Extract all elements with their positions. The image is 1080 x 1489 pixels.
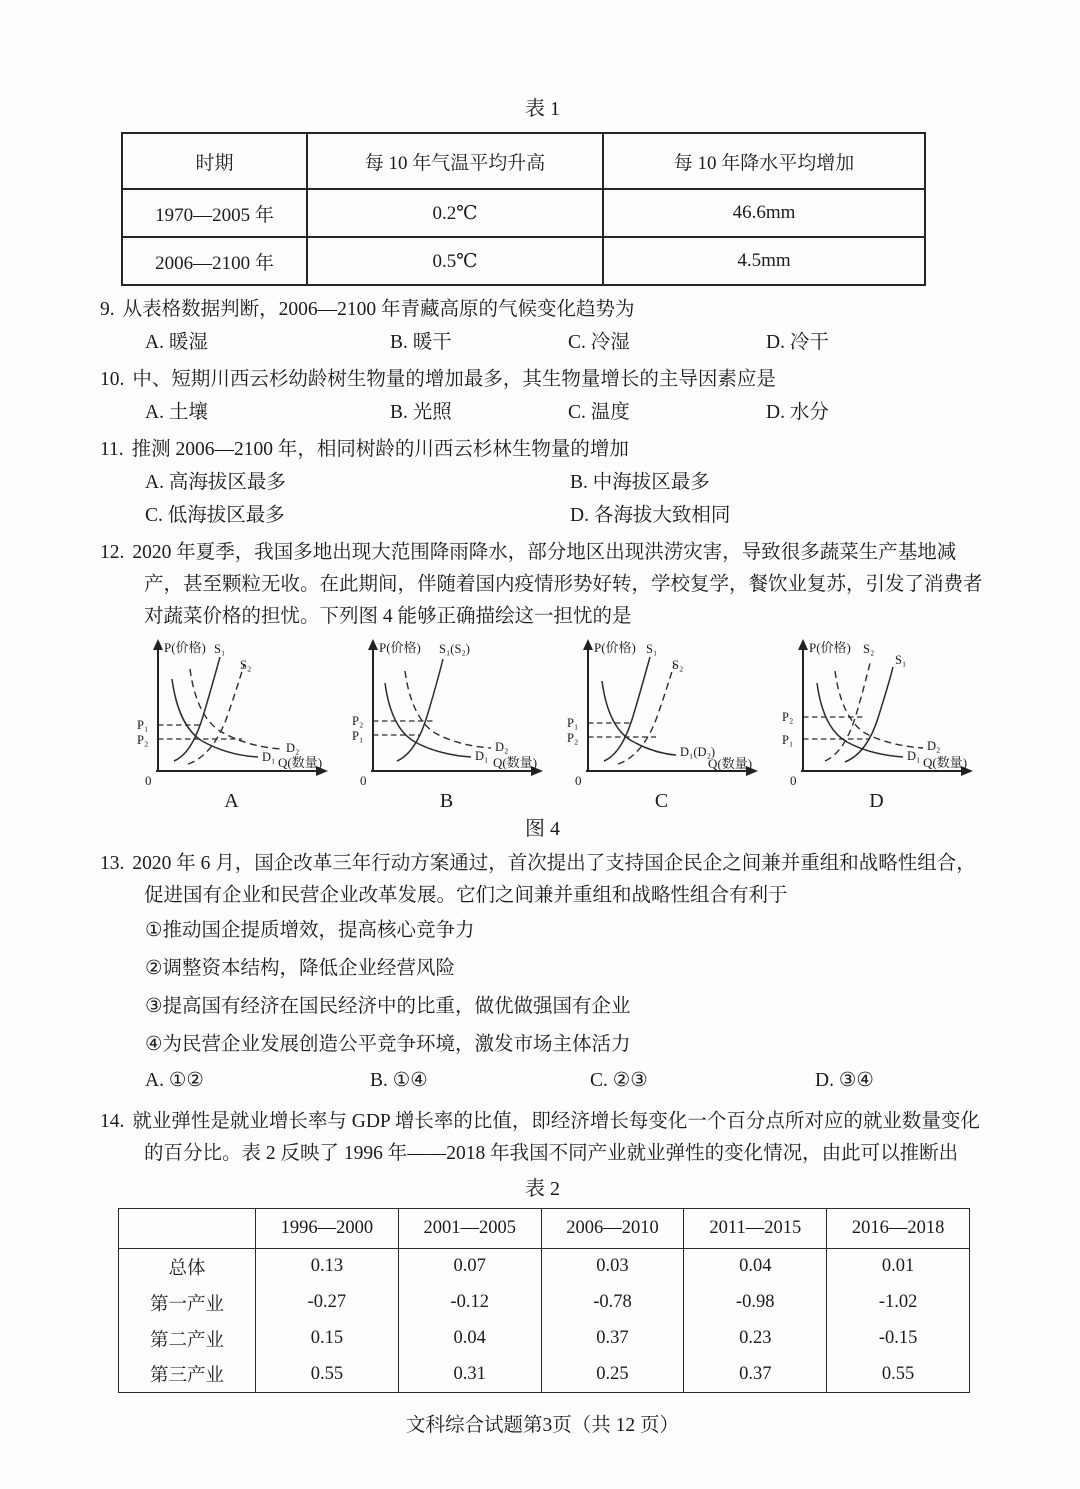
option-a: A. 土壤 (145, 402, 208, 423)
q13-item-1: ①推动国企提质增效，提高核心竞争力 (145, 920, 475, 941)
table2-cell: 0.01 (827, 1249, 970, 1285)
supply-curve-s1 (604, 657, 650, 761)
table2-cell: 第一产业 (119, 1285, 256, 1321)
s2-label: S₂ (672, 658, 684, 672)
q13-item-3: ③提高国有经济在国民经济中的比重，做优做强国有企业 (145, 996, 631, 1017)
y-axis-label: P(价格) (809, 640, 851, 655)
origin-label: 0 (790, 773, 797, 788)
question-11 (100, 434, 985, 466)
option-d: D. ③④ (815, 1070, 874, 1091)
option-d: D. 冷干 (766, 332, 829, 353)
graph-letter-c: C (654, 790, 669, 812)
price-label-top: P₂ (352, 714, 364, 728)
demand-curve-d1 (817, 683, 903, 757)
question-text: 中、短期川西云杉幼龄树生物量的增加最多，其生物量增长的主导因素应是 (132, 369, 776, 390)
table2-cell: 0.07 (398, 1249, 541, 1285)
table-row (119, 1357, 970, 1393)
question-10 (100, 364, 985, 396)
table2-cell: -0.15 (827, 1321, 970, 1357)
price-label-top: P₁ (137, 718, 149, 732)
table1 (121, 132, 926, 286)
supply-curve-s1 (174, 657, 220, 761)
table1-header-cell: 每 10 年降水平均增加 (603, 133, 925, 189)
option-c: C. 低海拔区最多 (145, 505, 285, 526)
question-number: 13. (100, 853, 125, 874)
table2-header-cell: 1996—2000 (256, 1209, 399, 1249)
table-row (119, 1321, 970, 1357)
question-text: 2020 年 6 月，国企改革三年行动方案通过，首次提出了支持国企民企之间兼并重组和战略性组合，促进国有企业和民营企业改革发展。它们之间兼并重组和战略性组合有利于 (132, 853, 976, 906)
s2-label: S₂ (863, 642, 875, 656)
d1-label: D₁ (262, 750, 276, 764)
supply-curve-s2 (188, 665, 244, 764)
table2-cell: 0.31 (398, 1357, 541, 1393)
table2-cell: 0.03 (541, 1249, 684, 1285)
table2-cell: 0.37 (541, 1321, 684, 1357)
graph-letter-b: B (439, 790, 454, 812)
table-row (119, 1249, 970, 1285)
d2-label: D₂ (286, 741, 300, 755)
supply-curve-s2 (825, 663, 870, 761)
table2-header-cell: 2011—2015 (684, 1209, 827, 1249)
table2-cell: 0.23 (684, 1321, 827, 1357)
price-label-bottom: P₁ (782, 733, 794, 747)
supply-curve-s1 (845, 667, 893, 762)
question-11-options-row1 (145, 466, 985, 499)
d1-label: D₁ (475, 749, 489, 763)
x-axis-label: Q(数量) (708, 756, 753, 771)
table1-cell: 2006—2100 年 (122, 237, 307, 285)
option-b: B. ①④ (370, 1070, 428, 1091)
table2-cell: 第二产业 (119, 1321, 256, 1357)
table2-header-cell (119, 1209, 256, 1249)
q13-item-2: ②调整资本结构，降低企业经营风险 (145, 958, 455, 979)
option-a: A. 暖湿 (145, 332, 208, 353)
page-footer: 文科综合试题第3页（共 12 页） (405, 1415, 679, 1436)
table1-header-cell: 每 10 年气温平均升高 (307, 133, 603, 189)
question-13 (100, 848, 985, 912)
q13-item-4: ④为民营企业发展创造公平竞争环境，激发市场主体活力 (145, 1034, 631, 1055)
demand-curve-d2 (190, 669, 282, 749)
table2 (118, 1208, 970, 1393)
option-b: B. 中海拔区最多 (570, 472, 710, 493)
option-a: A. ①② (145, 1070, 204, 1091)
x-axis-label: Q(数量) (493, 755, 538, 770)
table1-header-cell: 时期 (122, 133, 307, 189)
demand-curve-d2-coincident (644, 747, 674, 755)
table2-header-cell: 2006—2010 (541, 1209, 684, 1249)
figure4-graph-letters (128, 789, 985, 813)
supply-curve-s2 (618, 665, 674, 764)
supply-demand-graph-a (128, 637, 335, 789)
question-10-options (145, 396, 985, 429)
question-12 (100, 537, 985, 633)
table1-header-row (122, 133, 925, 189)
table2-cell: -0.78 (541, 1285, 684, 1321)
s2-label: S₂ (240, 658, 252, 672)
x-axis-label: Q(数量) (923, 755, 968, 770)
table2-header-cell: 2001—2005 (398, 1209, 541, 1249)
table2-cell: 0.15 (256, 1321, 399, 1357)
option-d: D. 水分 (766, 402, 829, 423)
y-axis-label: P(价格) (594, 640, 636, 655)
table2-cell: 总体 (119, 1249, 256, 1285)
table-row (122, 189, 925, 237)
y-axis-arrow-icon (798, 639, 808, 650)
supply-demand-graph-c (558, 637, 765, 789)
table1-cell: 0.2℃ (307, 189, 603, 237)
question-text: 推测 2006—2100 年，相同树龄的川西云杉林生物量的增加 (131, 439, 629, 460)
y-axis-arrow-icon (153, 639, 163, 650)
question-9 (100, 294, 985, 326)
option-b: B. 光照 (390, 402, 452, 423)
table2-cell: -0.98 (684, 1285, 827, 1321)
option-c: C. 温度 (568, 402, 630, 423)
question-9-options (145, 326, 985, 359)
origin-label: 0 (575, 773, 582, 788)
table2-cell: 0.25 (541, 1357, 684, 1393)
table2-cell: 0.04 (684, 1249, 827, 1285)
s-label: S₁(S₂) (439, 642, 470, 656)
table2-cell: -0.27 (256, 1285, 399, 1321)
question-11-options-row2 (145, 499, 985, 532)
table1-cell: 0.5℃ (307, 237, 603, 285)
price-label-top: P₂ (782, 710, 794, 724)
table2-title: 表 2 (525, 1178, 560, 1200)
demand-curve-d1d2 (602, 681, 676, 755)
question-number: 10. (100, 369, 125, 390)
s1-label: S₁ (214, 642, 226, 656)
s1-label: S₁ (895, 653, 907, 667)
table1-cell: 4.5mm (603, 237, 925, 285)
supply-demand-graph-b (343, 637, 550, 789)
table2-header-cell: 2016—2018 (827, 1209, 970, 1249)
table2-cell: 第三产业 (119, 1357, 256, 1393)
d2-label: D₂ (927, 739, 941, 753)
option-d: D. 各海拔大致相同 (570, 505, 731, 526)
demand-curve-d1 (172, 679, 258, 757)
origin-label: 0 (145, 773, 152, 788)
graph-letter-d: D (869, 790, 884, 812)
d2-label: D₂ (495, 740, 509, 754)
question-number: 14. (100, 1111, 125, 1132)
table-row (119, 1285, 970, 1321)
table2-cell: 0.13 (256, 1249, 399, 1285)
question-number: 12. (100, 542, 125, 563)
question-number: 9. (100, 299, 115, 320)
d-label: D₁(D₂) (680, 745, 716, 759)
demand-curve-d2 (835, 671, 923, 748)
price-label-bottom: P₂ (137, 733, 149, 747)
table2-cell: -0.12 (398, 1285, 541, 1321)
option-c: C. ②③ (590, 1070, 648, 1091)
option-b: B. 暖干 (390, 332, 452, 353)
d1-label: D₁ (907, 749, 921, 763)
y-axis-arrow-icon (583, 639, 593, 650)
supply-curve-s1s2 (397, 659, 443, 761)
demand-curve-d1 (385, 683, 471, 757)
price-label-bottom: P₁ (352, 729, 364, 743)
table2-cell: 0.55 (256, 1357, 399, 1393)
s1-label: S₁ (646, 642, 658, 656)
x-axis-label: Q(数量) (278, 755, 323, 770)
graph-letter-a: A (224, 790, 239, 812)
question-14 (100, 1106, 985, 1170)
y-axis-label: P(价格) (379, 640, 421, 655)
question-text: 从表格数据判断，2006—2100 年青藏高原的气候变化趋势为 (122, 299, 635, 320)
y-axis-arrow-icon (368, 639, 378, 650)
origin-label: 0 (360, 773, 367, 788)
supply-demand-graph-d (773, 637, 980, 789)
price-label-bottom: P₂ (567, 731, 579, 745)
option-a: A. 高海拔区最多 (145, 472, 286, 493)
question-text: 就业弹性是就业增长率与 GDP 增长率的比值，即经济增长每变化一个百分点所对应的就业数量变化的百分比。表 2 反映了 1996 年——2018 年我国不同产业就业弹性的变化情况，由此可以推断出 (132, 1111, 980, 1164)
question-number: 11. (100, 439, 124, 460)
figure4-caption: 图 4 (525, 818, 560, 840)
question-text: 2020 年夏季，我国多地出现大范围降雨降水，部分地区出现洪涝灾害，导致很多蔬菜生产基地减产，甚至颗粒无收。在此期间，伴随着国内疫情形势好转，学校复学，餐饮业复苏，引发了消费者对蔬菜价格的担忧。下列图 4 能够正确描绘这一担忧的是 (132, 542, 983, 627)
table2-cell: 0.37 (684, 1357, 827, 1393)
demand-curve-d2 (405, 671, 491, 748)
table-row (122, 237, 925, 285)
option-c: C. 冷湿 (568, 332, 630, 353)
table2-header-row (119, 1209, 970, 1249)
table1-cell: 46.6mm (603, 189, 925, 237)
table1-title: 表 1 (525, 98, 560, 120)
figure4-graphs (128, 637, 985, 789)
table2-cell: 0.55 (827, 1357, 970, 1393)
y-axis-label: P(价格) (164, 640, 206, 655)
table1-cell: 1970—2005 年 (122, 189, 307, 237)
question-13-options (145, 1064, 985, 1097)
price-label-top: P₁ (567, 716, 579, 730)
table2-cell: -1.02 (827, 1285, 970, 1321)
table2-cell: 0.04 (398, 1321, 541, 1357)
